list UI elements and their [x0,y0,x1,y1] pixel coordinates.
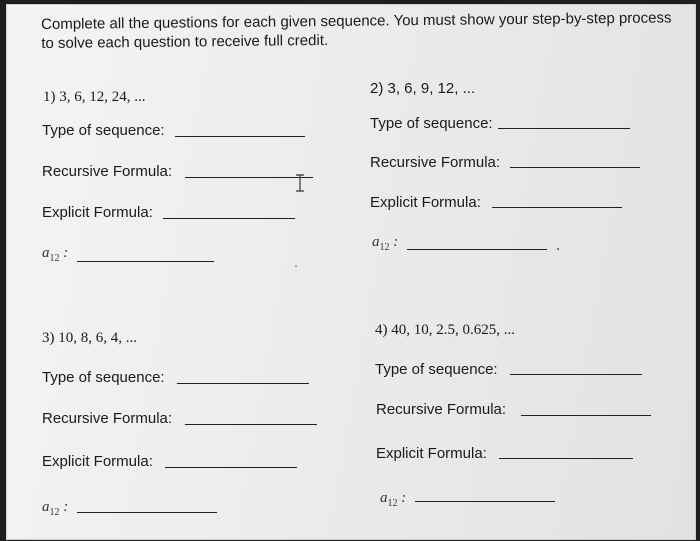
question-2-recursive-label: Recursive Formula: [370,154,501,171]
question-1-explicit-blank [163,218,295,219]
question-1-sequence: 1) 3, 6, 12, 24, ... [43,89,146,105]
question-2-a12-label: $a_{12}$ : [372,234,399,253]
question-3-sequence: 3) 10, 8, 6, 4, ... [42,330,137,346]
question-2-recursive-blank [510,167,640,168]
question-1-a12-label: $a_{12}$ : [42,245,69,264]
question-2-explicit-blank [492,207,622,208]
question-1-explicit-label: Explicit Formula: [42,204,153,221]
question-4-type-label: Type of sequence: [375,361,498,378]
question-1-type-label: Type of sequence: [42,122,165,139]
stray-dot [557,248,559,250]
question-1-type-blank [175,136,305,137]
question-2-explicit-label: Explicit Formula: [370,194,481,211]
text-cursor-icon [295,174,305,192]
question-3-type-label: Type of sequence: [42,369,165,386]
question-2-sequence: 2) 3, 6, 9, 12, ... [370,80,476,97]
question-3-explicit-blank [165,467,297,468]
question-1-recursive-label: Recursive Formula: [42,163,173,180]
question-4-a12-label: $a_{12}$ : [380,490,407,509]
question-3-type-blank [177,383,309,384]
question-4-type-blank [510,374,642,375]
question-4-explicit-label: Explicit Formula: [376,445,487,462]
question-4-recursive-blank [521,415,651,416]
question-3-explicit-label: Explicit Formula: [42,453,153,470]
question-4-sequence: 4) 40, 10, 2.5, 0.625, ... [375,322,515,338]
worksheet-page [6,4,696,540]
instructions-text: Complete all the questions for each given sequence. You must show your step-by-step process to solve each question to receive full credit. [41,9,672,52]
stray-dot [295,265,297,267]
question-3-recursive-blank [185,424,317,425]
question-4-explicit-blank [499,458,633,459]
question-3-recursive-label: Recursive Formula: [42,410,173,427]
question-1-a12-blank [77,261,214,262]
question-4-a12-blank [415,501,555,502]
question-3-a12-blank [77,512,217,513]
question-2-a12-blank [407,249,547,250]
question-3-a12-label: $a_{12}$ : [42,499,69,518]
question-1-recursive-blank [185,177,313,178]
question-2-type-label: Type of sequence: [370,115,493,132]
question-2-type-blank [498,128,630,129]
question-4-recursive-label: Recursive Formula: [376,401,507,418]
